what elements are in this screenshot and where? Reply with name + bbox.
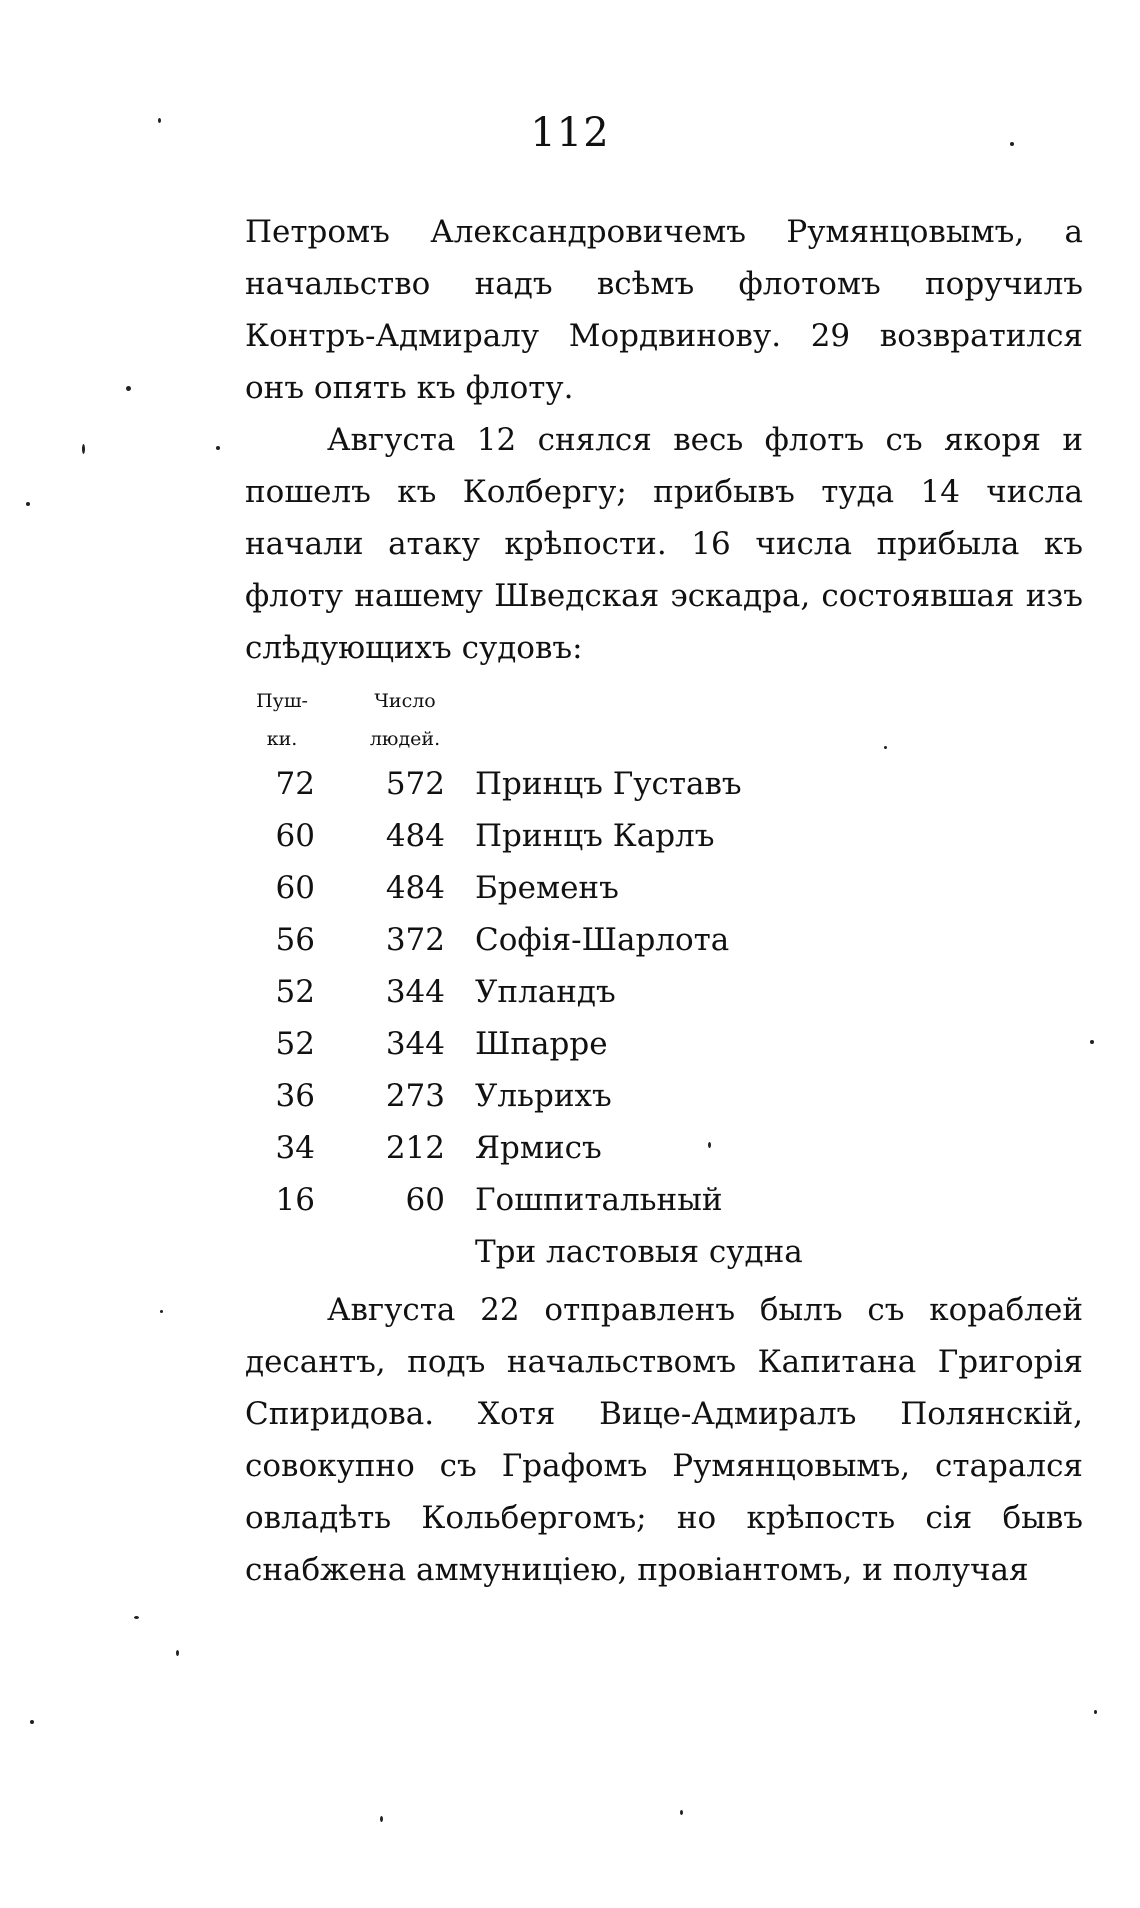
top-text-block bbox=[245, 206, 1083, 674]
header-guns-line2: ки. bbox=[266, 728, 298, 750]
ship-name-cell: Ульрихъ bbox=[475, 1078, 612, 1114]
scan-speck bbox=[380, 1816, 383, 1822]
header-guns-line1: Пуш- bbox=[256, 690, 308, 712]
men-cell: 344 bbox=[385, 1026, 445, 1062]
scan-speck bbox=[1090, 1040, 1094, 1044]
bottom-text-block bbox=[245, 1284, 1083, 1596]
ship-name-cell: Гошпитальный bbox=[475, 1182, 723, 1218]
scan-speck bbox=[26, 502, 30, 506]
table-row bbox=[245, 1018, 1083, 1070]
scan-speck bbox=[884, 746, 887, 749]
scan-speck bbox=[30, 1720, 34, 1724]
fleet-table bbox=[245, 682, 1083, 1278]
guns-cell: 72 bbox=[275, 766, 315, 802]
ship-name-cell: Софія-Шарлота bbox=[475, 922, 730, 958]
guns-cell: 16 bbox=[275, 1182, 315, 1218]
table-row bbox=[245, 966, 1083, 1018]
men-cell: 273 bbox=[385, 1078, 445, 1114]
scan-speck bbox=[126, 386, 131, 391]
scan-speck bbox=[708, 1142, 711, 1148]
scan-speck bbox=[680, 1810, 683, 1815]
scan-speck bbox=[216, 446, 220, 450]
extra-ships-cell: Три ластовыя судна bbox=[475, 1234, 803, 1270]
table-extra-row bbox=[245, 1226, 1083, 1278]
table-row bbox=[245, 862, 1083, 914]
scan-speck bbox=[134, 1616, 139, 1619]
men-cell: 344 bbox=[385, 974, 445, 1010]
paragraph: Августа 12 снялся весь флотъ съ якоря и пошелъ къ Колбергу; прибывъ туда 14 числа начали атаку крѣпости. 16 числа прибыла къ флоту нашему Шведская эскадра, состоявшая изъ слѣдующихъ судовъ: bbox=[245, 422, 1083, 666]
table-row bbox=[245, 810, 1083, 862]
guns-cell: 36 bbox=[275, 1078, 315, 1114]
header-men-line1: Число bbox=[374, 690, 436, 712]
table-row bbox=[245, 1070, 1083, 1122]
table-header bbox=[245, 682, 1083, 758]
paragraph: Августа 22 отправленъ былъ съ кораблей десантъ, подъ начальствомъ Капитана Григорія Спиридова. Хотя Вице-Адмиралъ Полянскій, совокупно съ Графомъ Румянцовымъ, старался овладѣть Кольбергомъ; но крѣпость сія бывъ снабжена аммуниціею, провіантомъ, и получая bbox=[245, 1292, 1083, 1588]
ship-name-cell: Принцъ Карлъ bbox=[475, 818, 715, 854]
men-cell: 60 bbox=[405, 1182, 445, 1218]
guns-cell: 52 bbox=[275, 1026, 315, 1062]
ship-name-cell: Принцъ Густавъ bbox=[475, 766, 742, 802]
men-cell: 484 bbox=[385, 818, 445, 854]
guns-cell: 60 bbox=[275, 818, 315, 854]
scan-speck bbox=[176, 1650, 179, 1656]
guns-cell: 60 bbox=[275, 870, 315, 906]
table-row bbox=[245, 1122, 1083, 1174]
guns-cell: 52 bbox=[275, 974, 315, 1010]
scan-speck bbox=[160, 1310, 163, 1313]
scan-speck bbox=[158, 118, 161, 123]
guns-cell: 34 bbox=[275, 1130, 315, 1166]
men-cell: 572 bbox=[385, 766, 445, 802]
men-cell: 484 bbox=[385, 870, 445, 906]
scan-speck bbox=[1094, 1710, 1097, 1714]
table-row bbox=[245, 914, 1083, 966]
guns-cell: 56 bbox=[275, 922, 315, 958]
header-men-line2: людей. bbox=[369, 728, 441, 750]
ship-name-cell: Бременъ bbox=[475, 870, 619, 906]
table-row bbox=[245, 758, 1083, 810]
ship-name-cell: Шпарре bbox=[475, 1026, 608, 1062]
ship-name-cell: Упландъ bbox=[475, 974, 616, 1010]
table-row bbox=[245, 1174, 1083, 1226]
page-number: 112 bbox=[530, 110, 610, 156]
scan-speck bbox=[1010, 142, 1014, 146]
men-cell: 212 bbox=[385, 1130, 445, 1166]
paragraph: Петромъ Александровичемъ Румянцовымъ, а начальство надъ всѣмъ флотомъ поручилъ Контръ-Адмиралу Мордвинову. 29 возвратился онъ опять къ флоту. bbox=[245, 214, 1083, 406]
scan-speck bbox=[82, 444, 85, 454]
ship-name-cell: Ярмисъ bbox=[475, 1130, 602, 1166]
men-cell: 372 bbox=[385, 922, 445, 958]
